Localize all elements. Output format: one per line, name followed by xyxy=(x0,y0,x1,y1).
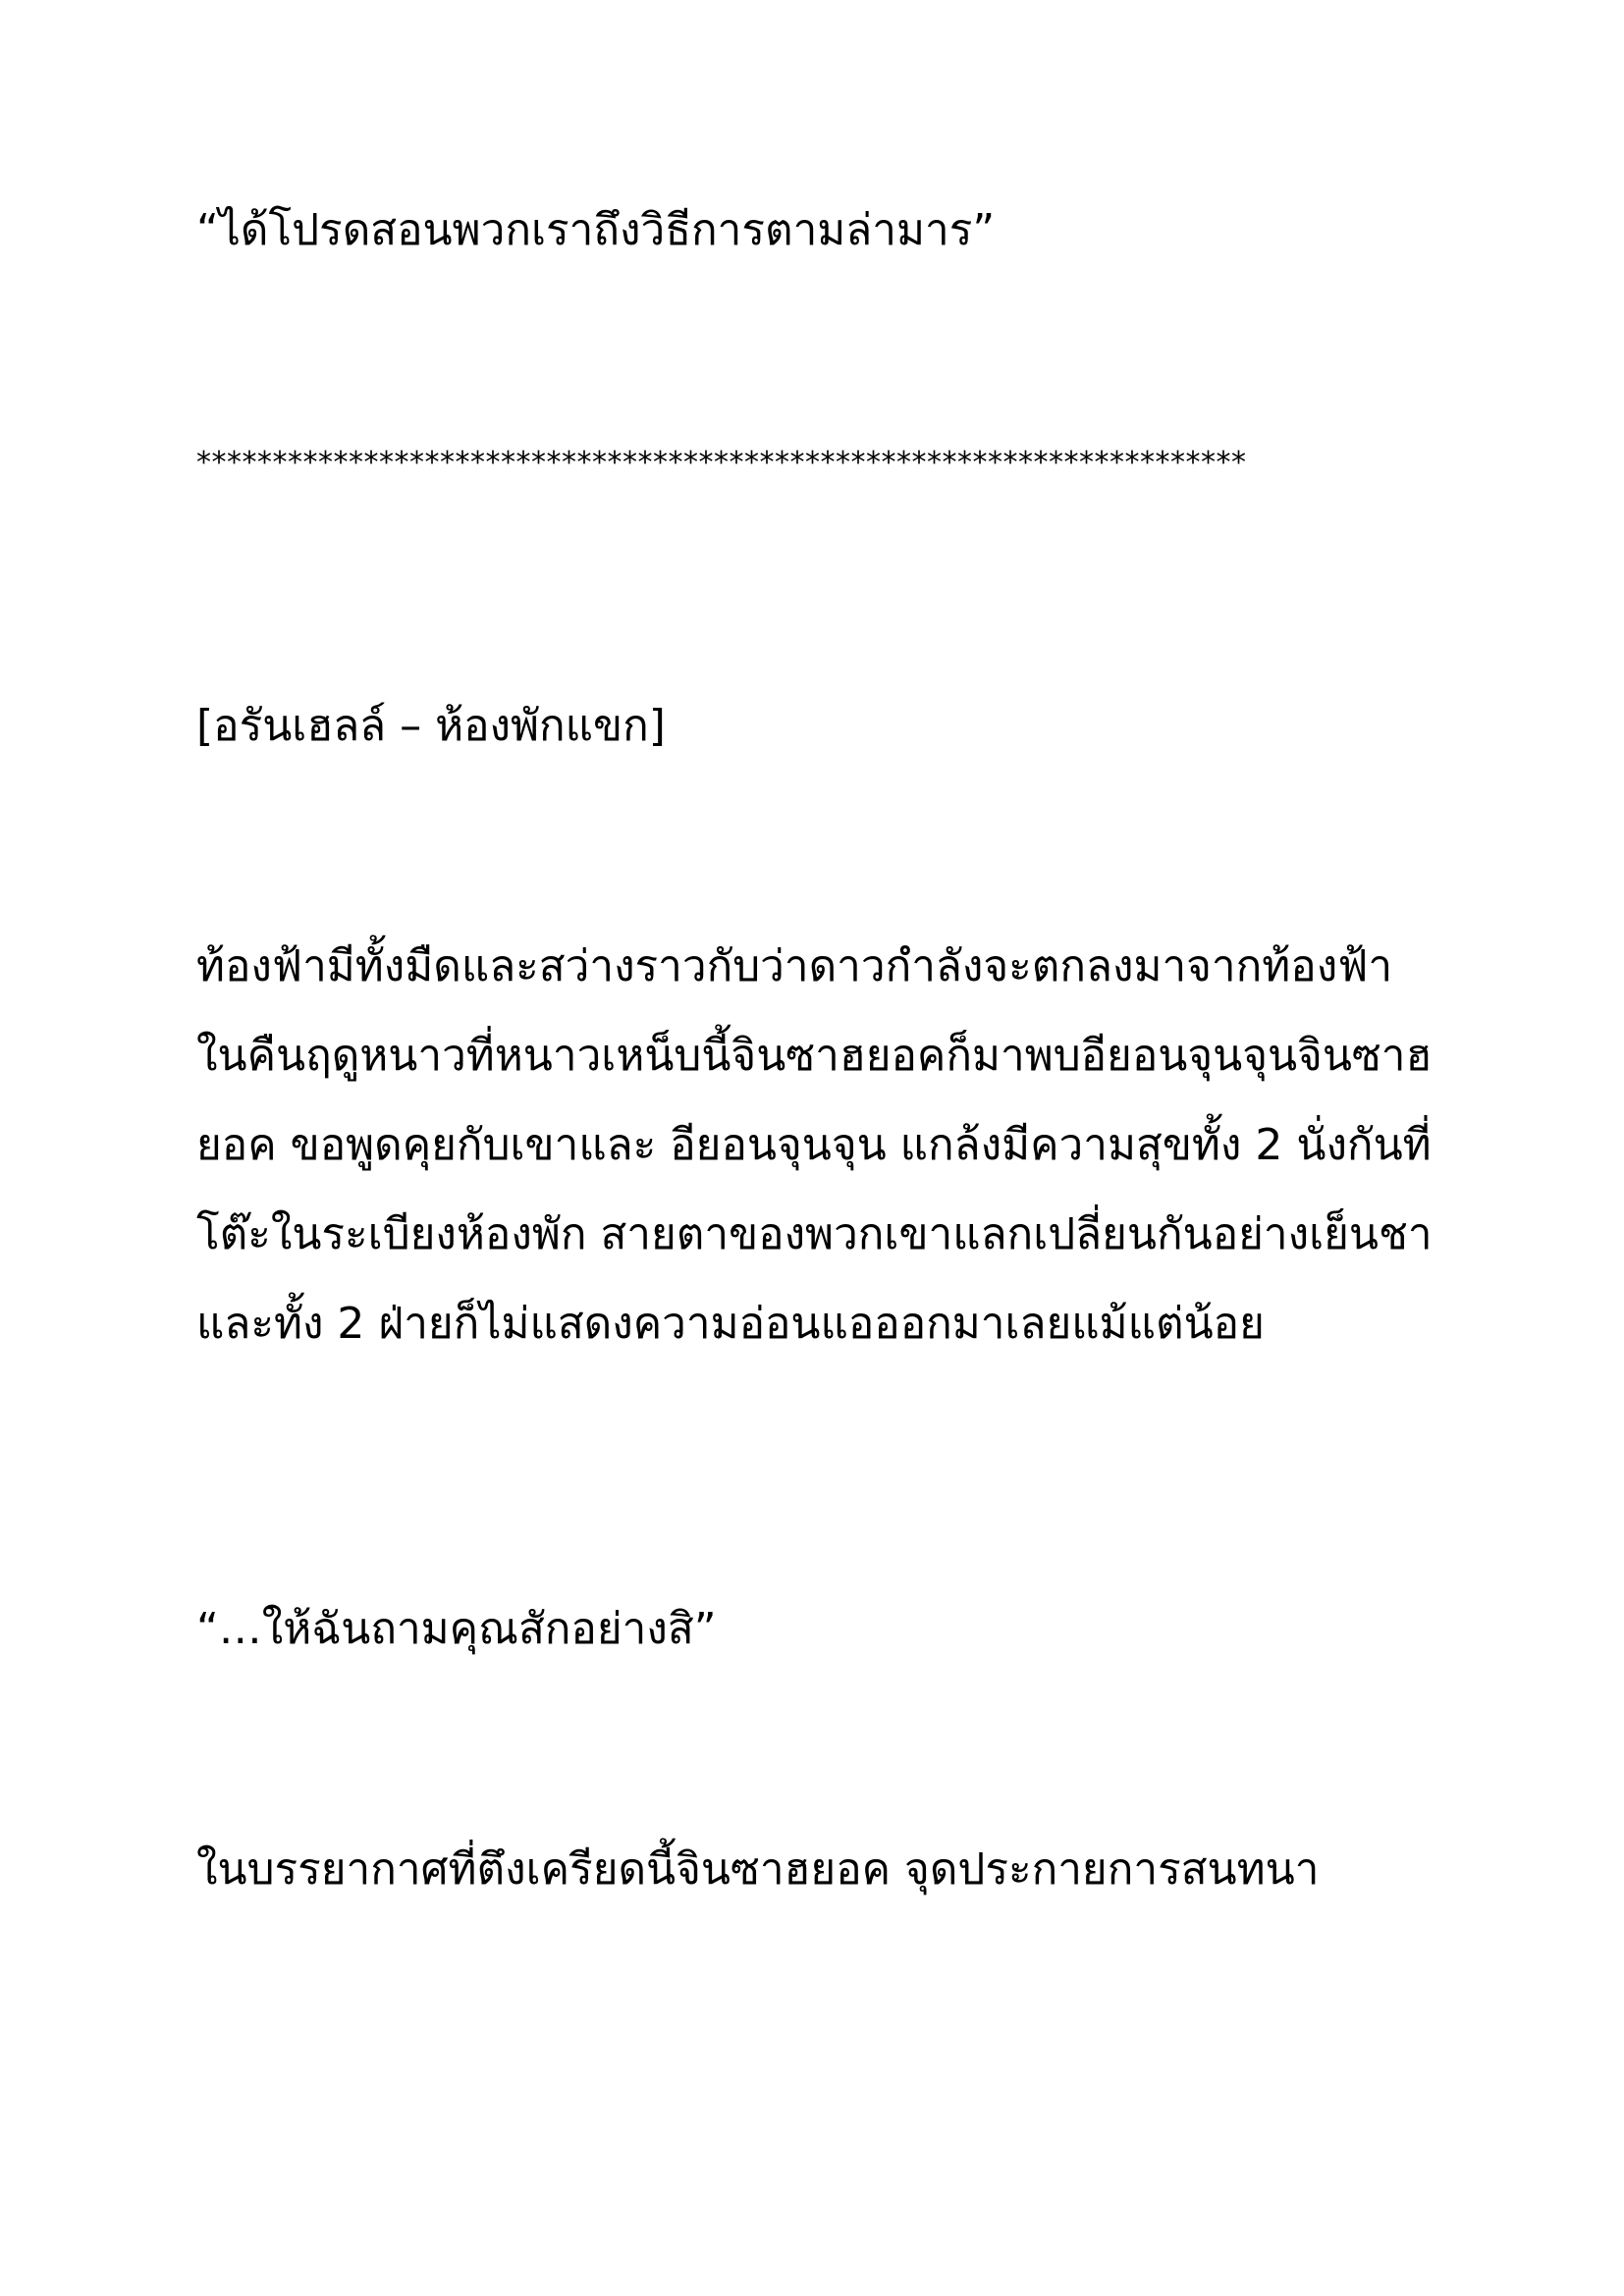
paragraph-line: โต๊ะในระเบียงห้องพัก สายตาของพวกเขาแลกเปลี่ยนกันอย่างเย็นชา xyxy=(196,1209,1433,1259)
closing-line: ในบรรยากาศที่ตึงเครียดนี้จินซาฮยอค จุดประกายการสนทนา xyxy=(196,1844,1320,1895)
paragraph-line: ยอค ขอพูดคุยกับเขาและ อียอนจุนจุน แกล้งมีความสุขทั้ง 2 นั่งกันที่ xyxy=(196,1120,1432,1170)
paragraph-line: ท้องฟ้ามีทั้งมืดและสว่างราวกับว่าดาวกำลังจะตกลงมาจากท้องฟ้า xyxy=(196,941,1393,991)
narrative-paragraph xyxy=(196,937,1434,1384)
paragraph-line: และทั้ง 2 ฝ่ายก็ไม่แสดงความอ่อนแอออกมาเลยแม้แต่น้อย xyxy=(196,1299,1265,1349)
opening-quote: “ได้โปรดสอนพวกเราถึงวิธีการตามล่ามาร” xyxy=(196,205,996,255)
section-separator: ********************************************************************* xyxy=(196,446,1247,480)
scene-heading: [อรันเฮลล์ – ห้องพักแขก] xyxy=(196,701,666,751)
dialogue-quote: “…ให้ฉันถามคุณสักอย่างสิ” xyxy=(196,1604,717,1654)
paragraph-line: ในคืนฤดูหนาวที่หนาวเหน็บนี้จินซาฮยอคก็มาพบอียอนจุนจุนจินซาฮ xyxy=(196,1031,1433,1081)
